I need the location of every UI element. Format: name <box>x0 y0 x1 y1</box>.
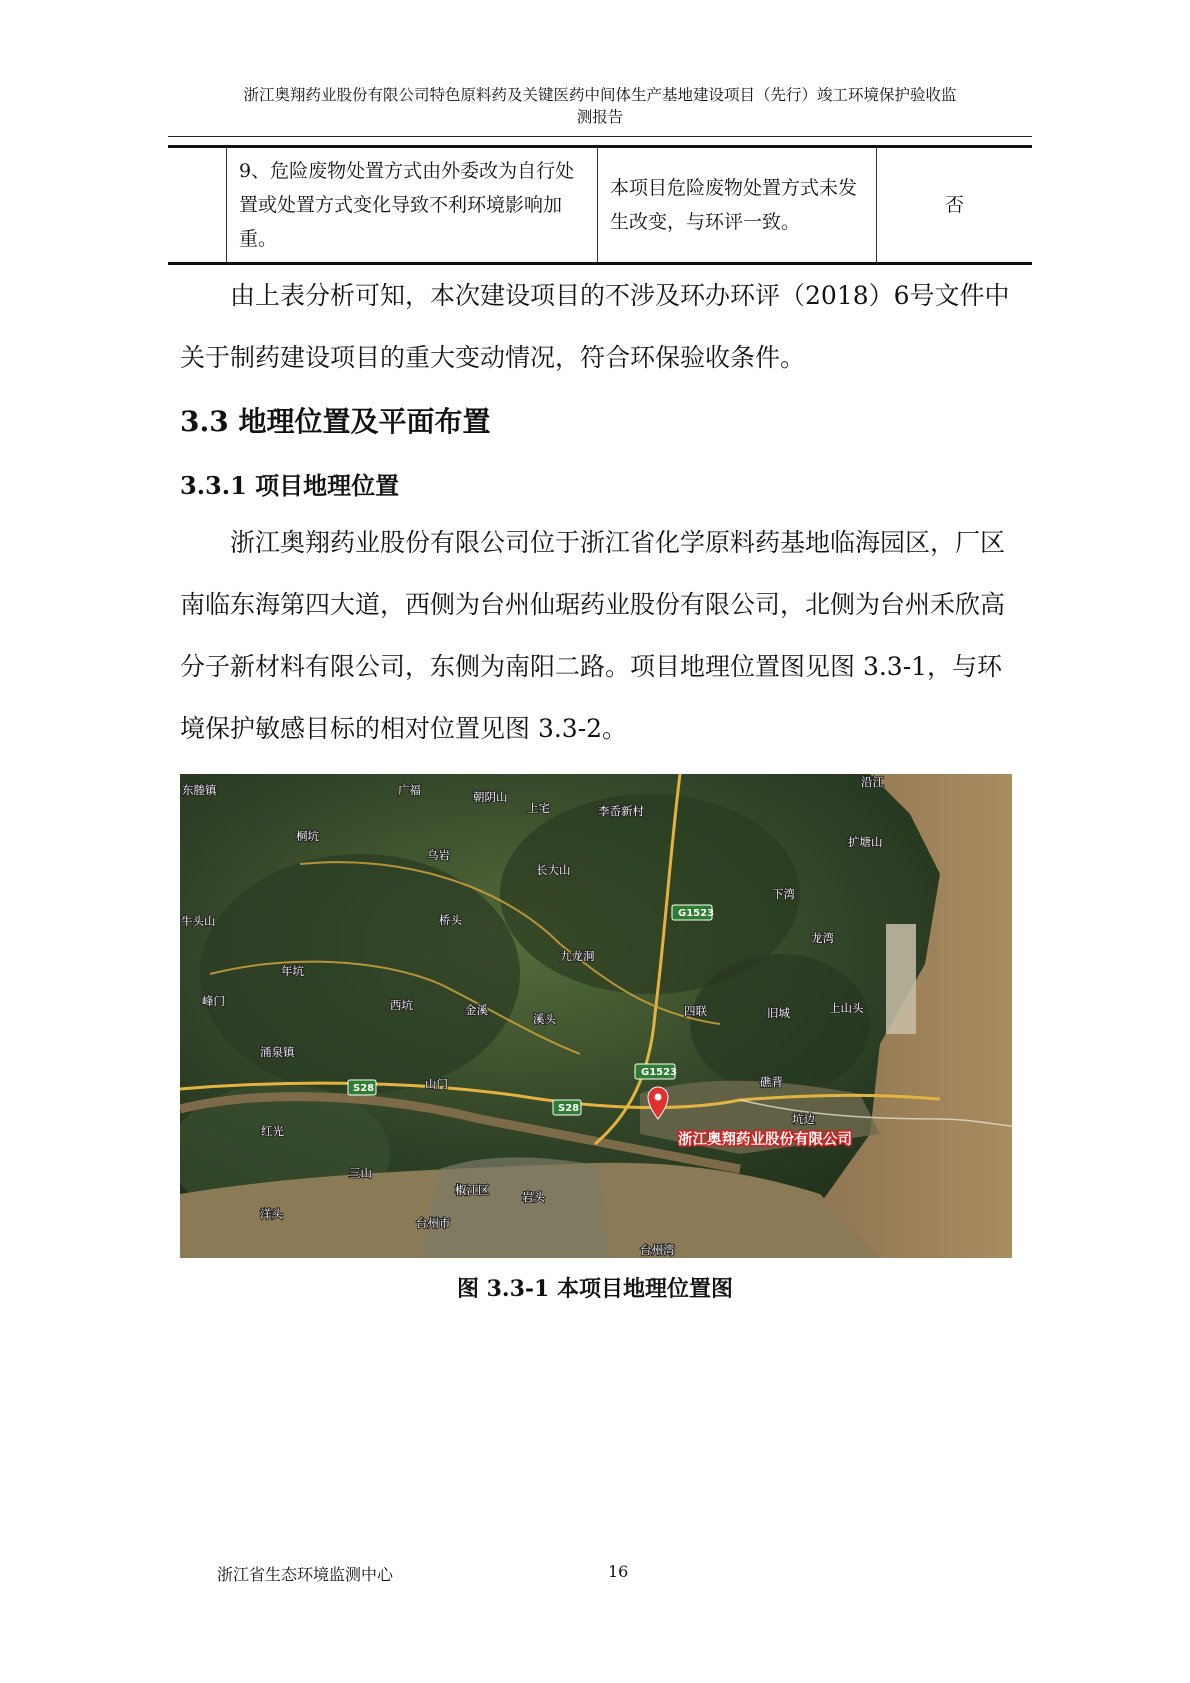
map-label: 四联 <box>684 1004 707 1018</box>
map-label: 龙湾 <box>811 931 834 945</box>
project-location-label: 浙江奥翔药业股份有限公司 <box>678 1132 852 1148</box>
figure-caption: 图 3.3-1 本项目地理位置图 <box>456 1276 734 1302</box>
header-rule <box>168 136 1032 137</box>
map-label: 牛头山 <box>181 914 216 928</box>
map-label: 岩头 <box>522 1190 545 1204</box>
header-title-line2: 测报告 <box>576 108 624 126</box>
map-label: 椒江区 <box>455 1183 490 1197</box>
map-label: 西坑 <box>390 998 413 1012</box>
page-number: 16 <box>608 1562 629 1581</box>
map-label: 李岙新村 <box>598 804 644 818</box>
map-label: 桐坑 <box>296 829 319 843</box>
map-label: 九龙洞 <box>560 949 595 963</box>
analysis-paragraph: 由上表分析可知，本次建设项目的不涉及环办环评（2018）6号文件中关于制药建设项目的重大变动情况，符合环保验收条件。 <box>180 281 1010 372</box>
table-cell-status: 本项目危险废物处置方式未发生改变，与环评一致。 <box>598 148 877 264</box>
road-badge-s28-west <box>348 1080 376 1095</box>
map-label: 东塍镇 <box>182 783 217 797</box>
map-label: 旧城 <box>767 1006 790 1020</box>
map-label: 下湾 <box>772 887 795 901</box>
table-row <box>168 148 1032 264</box>
footer-organization: 浙江省生态环境监测中心 <box>217 1565 394 1584</box>
svg-text:G1523: G1523 <box>678 908 715 919</box>
page-header <box>175 84 1025 128</box>
map-label: 上山头 <box>829 1001 864 1015</box>
table-cell-category <box>168 148 227 264</box>
map-label: 台州市 <box>416 1216 451 1230</box>
map-label: 礁背 <box>760 1075 783 1089</box>
table-cell-major-change: 否 <box>877 148 1033 264</box>
map-label: 溪头 <box>533 1012 556 1026</box>
satellite-location-map <box>180 774 1012 1258</box>
section-heading-3-3-1: 3.3.1 项目地理位置 <box>180 471 400 500</box>
map-label: 金溪 <box>465 1003 488 1017</box>
map-label: 广福 <box>398 783 421 797</box>
map-label: 年坑 <box>281 964 304 978</box>
map-label: 山门 <box>425 1077 448 1091</box>
svg-text:G1523: G1523 <box>641 1067 678 1078</box>
road-badge-s28-east <box>553 1100 581 1115</box>
header-title-line1: 浙江奥翔药业股份有限公司特色原料药及关键医药中间体生产基地建设项目（先行）竣工环境保护验收监 <box>243 86 957 104</box>
map-label: 三山 <box>349 1166 372 1180</box>
map-label: 涌泉镇 <box>260 1045 295 1059</box>
map-label: 乌岩 <box>427 848 450 862</box>
map-label: 沿江 <box>861 775 884 789</box>
table-cell-criterion: 9、危险废物处置方式由外委改为自行处置或处置方式变化导致不利环境影响加重。 <box>227 148 598 264</box>
map-label: 洋头 <box>260 1207 283 1221</box>
map-label: 上宅 <box>527 801 550 815</box>
svg-text:S28: S28 <box>558 1103 580 1114</box>
map-label: 桥头 <box>439 913 462 927</box>
map-label: 峰门 <box>202 994 225 1008</box>
road-badge-g1523-north <box>672 905 714 920</box>
location-paragraph: 浙江奥翔药业股份有限公司位于浙江省化学原料药基地临海园区，厂区南临东海第四大道，西侧为台州仙琚药业股份有限公司，北侧为台州禾欣高分子新材料有限公司，东侧为南阳二路。项目地理位置图见图 3.3-1，与环境保护敏感目标的相对位置见图 3.3-2。 <box>180 528 1006 743</box>
svg-text:S28: S28 <box>353 1083 375 1094</box>
section-heading-3-3: 3.3 地理位置及平面布置 <box>180 405 491 438</box>
map-label: 扩塘山 <box>848 835 883 849</box>
map-label: 长大山 <box>536 863 571 877</box>
road-badge-g1523-south <box>635 1064 677 1079</box>
change-comparison-table <box>168 148 1032 265</box>
map-label: 朝阴山 <box>473 790 508 804</box>
map-label: 坑边 <box>792 1112 815 1126</box>
map-label: 红光 <box>261 1124 284 1138</box>
map-label: 台州湾 <box>640 1243 675 1257</box>
